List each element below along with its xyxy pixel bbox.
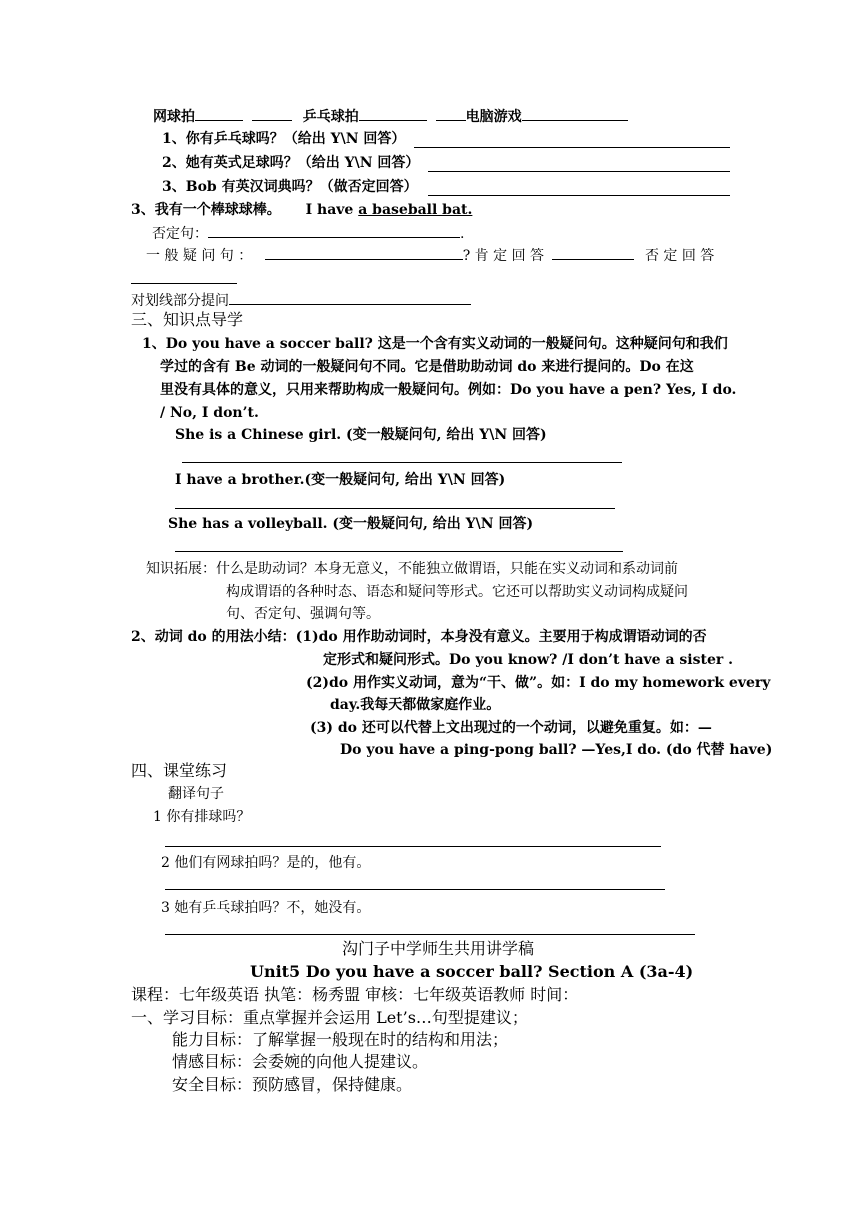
section4-subtitle: 翻译句子 bbox=[168, 786, 224, 802]
answer-line bbox=[428, 195, 730, 196]
blank bbox=[522, 106, 628, 121]
blank bbox=[436, 106, 466, 121]
extension-line1: 知识拓展：什么是助动词？本身无意义，不能独立做谓语，只能在实义动词和系动词前 bbox=[146, 561, 678, 577]
answer-line bbox=[165, 846, 661, 847]
translate-3: 3 她有乒乓球拍吗？不，她没有。 bbox=[161, 900, 371, 916]
sentence-underlined: a baseball bat. bbox=[358, 202, 473, 218]
negative-line: 否定句： . bbox=[152, 223, 464, 243]
vocab-game: 电脑游戏 bbox=[465, 109, 522, 125]
translate-1: 1 你有排球吗？ bbox=[153, 809, 251, 825]
item3-prefix: 3、我有一个棒球球棒。 bbox=[131, 202, 281, 218]
question-3: 3、Bob 有英汉词典吗？（做否定回答） bbox=[162, 179, 418, 195]
ask-label: 对划线部分提问 bbox=[131, 293, 229, 309]
vocab-line bbox=[153, 106, 628, 126]
p1-line2: 学过的含有 Be 动词的一般疑问句不同。它是借助助动词 do 来进行提问的。Do 在这 bbox=[160, 359, 694, 375]
course-line: 课程：七年级英语 执笔：杨秀盟 审核：七年级英语教师 时间： bbox=[131, 985, 579, 1004]
goal-line1: 一、学习目标：重点掌握并会运用 Let’s…句型提建议； bbox=[131, 1008, 528, 1027]
blank bbox=[359, 106, 427, 121]
general-q-line bbox=[146, 245, 714, 265]
item3-line bbox=[131, 201, 472, 219]
exercise-3: She has a volleyball. (变一般疑问句, 给出 Y\N 回答) bbox=[168, 516, 534, 532]
answer-line bbox=[131, 283, 237, 284]
school-title: 沟门子中学师生共用讲学稿 bbox=[342, 939, 535, 958]
item3-sentence bbox=[306, 202, 473, 218]
p1-line1: 1、Do you have a soccer ball? 这是一个含有实义动词的一般疑问句。这种疑问句和我们 bbox=[142, 336, 728, 352]
answer-line bbox=[182, 462, 622, 463]
do-usage-line6: Do you have a ping-pong ball? —Yes,I do. (do 代替 have) bbox=[340, 742, 773, 758]
translate-2: 2 他们有网球拍吗？是的，他有。 bbox=[161, 855, 371, 871]
answer-line bbox=[428, 171, 730, 172]
negative-label: 否定句： bbox=[152, 226, 208, 242]
extension-line3: 句、否定句、强调句等。 bbox=[226, 606, 380, 622]
answer-line bbox=[165, 934, 695, 935]
blank bbox=[195, 106, 243, 121]
do-usage-line2: 定形式和疑问形式。Do you know? /I don’t have a sister . bbox=[323, 652, 733, 668]
goal-line3: 情感目标：会委婉的向他人提建议。 bbox=[172, 1052, 429, 1071]
no-label: 否 定 回 答 bbox=[644, 248, 715, 264]
unit-title: Unit5 Do you have a soccer ball? Section A (3a-4) bbox=[250, 962, 694, 981]
question-2: 2、她有英式足球吗？（给出 Y\N 回答） bbox=[162, 155, 420, 171]
section4-title: 四、课堂练习 bbox=[131, 761, 228, 780]
sentence-start: I have bbox=[305, 202, 359, 218]
ask-line bbox=[131, 290, 471, 310]
general-q-label: 一 般 疑 问 句 ： bbox=[146, 248, 253, 264]
question-1: 1、你有乒乓球吗？（给出 Y\N 回答） bbox=[162, 131, 406, 147]
section3-title: 三、知识点导学 bbox=[131, 310, 244, 329]
blank bbox=[208, 223, 460, 238]
blank bbox=[252, 106, 292, 121]
answer-line bbox=[175, 508, 615, 509]
yes-label: ? 肯 定 回 答 bbox=[462, 248, 545, 264]
do-usage-line4: day.我每天都做家庭作业。 bbox=[330, 697, 501, 713]
exercise-1: She is a Chinese girl. (变一般疑问句, 给出 Y\N 回答) bbox=[175, 427, 547, 443]
blank bbox=[552, 245, 634, 260]
answer-line bbox=[165, 889, 665, 890]
do-usage-line1: 2、动词 do 的用法小结：(1)do 用作助动词时，本身没有意义。主要用于构成谓语动词的否 bbox=[131, 629, 707, 645]
vocab-pingpong: 乒乓球拍 bbox=[302, 109, 359, 125]
extension-line2: 构成谓语的各种时态、语态和疑问等形式。它还可以帮助实义动词构成疑问 bbox=[226, 584, 688, 600]
goal-line4: 安全目标：预防感冒，保持健康。 bbox=[172, 1075, 413, 1094]
blank bbox=[265, 245, 463, 260]
answer-line bbox=[175, 551, 623, 552]
goal-line2: 能力目标：了解掌握一般现在时的结构和用法； bbox=[172, 1030, 509, 1049]
exercise-2: I have a brother.(变一般疑问句, 给出 Y\N 回答) bbox=[175, 472, 506, 488]
do-usage-line3: (2)do 用作实义动词，意为“干、做”。如：I do my homework every bbox=[306, 675, 771, 691]
p1-line3: 里没有具体的意义，只用来帮助构成一般疑问句。例如：Do you have a pen? Yes, I do. bbox=[160, 382, 737, 398]
p1-line4: / No, I don’t. bbox=[160, 405, 259, 421]
vocab-tennis: 网球拍 bbox=[153, 109, 195, 125]
do-usage-line5: (3) do 还可以代替上文出现过的一个动词，以避免重复。如：— bbox=[310, 720, 712, 736]
blank bbox=[229, 290, 471, 305]
answer-line bbox=[414, 147, 730, 148]
